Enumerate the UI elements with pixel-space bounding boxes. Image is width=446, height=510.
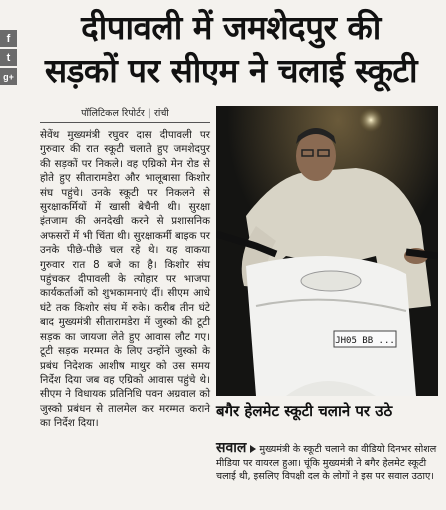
twitter-icon[interactable]: t: [0, 49, 17, 66]
caption-body: [216, 442, 438, 484]
article-body: सेवेंथ मुख्यमंत्री रघुवर दास दीपावली पर गुरुवार की रात स्कूटी चलाते हुए जमशेदपुर की सड़कों पर निकले। वह एग्रिको मेन रोड से होते हुए सीतारामडेरा और भालूबासा किशोर संघ पहुंचे। उनके स्कूटी पर निकलने से सुरक्षाकर्मियों में खासी बेचैनी थी। सुरक्षा इंतजाम की अनदेखी करने से प्रशासनिक अफसरों में भी चिंता थी। सुरक्षाकर्मी बाइक पर उनके पीछे-पीछे चल रहे थे। यह वाकया गुरुवार रात 8 बजे का है। किशोर संघ पहुंचकर दीपावली के त्योहार पर भाजपा कार्यकर्ताओं को शुभकामनाएं दीं। सीएम आधे घंटे तक किशोर संघ में रुके। करीब तीन घंटे बाद मुख्यमंत्री सीतारामडेरा में जुस्को की टूटी सड़क का जायजा लेते हुए आवास लौट गए। टूटी सड़क मरम्मत के लिए उन्होंने जुस्को के प्रबंध निदेशक आशीष माथुर को उस समय निर्देश दिया जब वह एग्रिको आवास पहुंचे थे। सीएम ने विधायक प्रतिनिधि पवन अग्रवाल को जुस्को प्रबंधन से तालमेल कर मरम्मत कराने का निर्देश दिया।: [40, 129, 210, 430]
caption-title: बगैर हेलमेट स्कूटी चलाने पर उठे: [216, 402, 393, 420]
byline: [40, 106, 210, 119]
news-photo: [216, 106, 438, 396]
byline-rule: [40, 122, 210, 123]
byline-separator: |: [147, 108, 151, 119]
headline-line-1: दीपावली में जमशेदपुर की: [81, 8, 381, 47]
byline-reporter: पॉलिटिकल रिपोर्टर: [81, 108, 145, 119]
byline-city: रांची: [154, 108, 169, 119]
share-bar: [0, 30, 20, 85]
google-plus-icon[interactable]: g+: [0, 68, 17, 85]
headline: [26, 6, 436, 92]
number-plate-text: JH05 BB ...: [335, 336, 395, 346]
triangle-bullet-icon: [250, 445, 256, 453]
caption-lead: सवाल: [216, 440, 247, 456]
cm-on-scooter-illustration: [216, 106, 438, 396]
caption-text: मुख्यमंत्री के स्कूटी चलाने का वीडियो दिनभर सोशल मीडिया पर वायरल हुआ। चूंकि मुख्यमंत्री ने बगैर हेलमेट स्कूटी चलाई थी, इसलिए विपक्षी दल के लोगों ने इस पर सवाल उठाए।: [216, 444, 437, 483]
headline-line-2: सड़कों पर सीएम ने चलाई स्कूटी: [44, 51, 418, 90]
facebook-icon[interactable]: f: [0, 30, 17, 47]
